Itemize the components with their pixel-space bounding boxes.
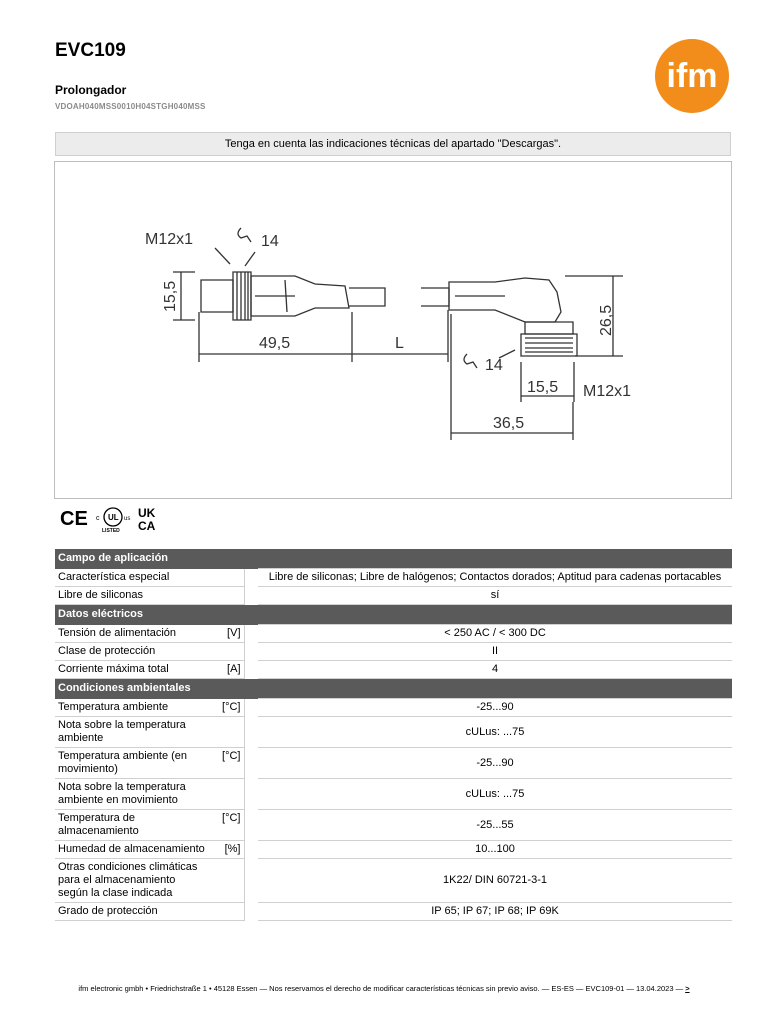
row-gap: [244, 841, 258, 859]
table-row: [55, 748, 732, 779]
left-wrench-label: 14: [261, 233, 279, 250]
table-row: [55, 859, 732, 903]
ifm-logo: [654, 38, 730, 114]
left-length-label: 49,5: [259, 335, 291, 352]
table-row: [55, 779, 732, 810]
row-value: < 250 AC / < 300 DC: [258, 625, 732, 643]
row-gap: [244, 748, 258, 779]
row-name: Nota sobre la temperatura ambiente: [55, 717, 210, 748]
left-diameter-label: 15,5: [162, 280, 179, 312]
row-unit: [210, 859, 244, 903]
product-code: VDOAH040MSS0010H04STGH040MSS: [55, 102, 206, 111]
row-unit: [°C]: [210, 748, 244, 779]
row-value: cULus: ...75: [258, 779, 732, 810]
row-unit: [210, 569, 244, 587]
table-row: [55, 903, 732, 921]
row-name: Temperatura ambiente: [55, 699, 210, 717]
ukca-bottom: CA: [138, 519, 156, 533]
row-value: 4: [258, 661, 732, 679]
row-unit: [210, 903, 244, 921]
row-gap: [244, 903, 258, 921]
logo-text: ifm: [666, 57, 718, 95]
row-name: Temperatura ambiente (en movimiento): [55, 748, 210, 779]
product-subtitle: Prolongador: [55, 83, 127, 97]
row-value: -25...90: [258, 699, 732, 717]
row-value: sí: [258, 587, 732, 605]
row-value: 1K22/ DIN 60721-3-1: [258, 859, 732, 903]
section-title: Campo de aplicación: [55, 549, 732, 569]
table-row: [55, 569, 732, 587]
row-unit: [%]: [210, 841, 244, 859]
row-unit: [°C]: [210, 699, 244, 717]
section-header: [55, 679, 732, 699]
cable-length-label: L: [395, 335, 404, 352]
row-value: II: [258, 643, 732, 661]
table-row: [55, 587, 732, 605]
ukca-top: UK: [138, 506, 156, 520]
angled-connector: [421, 278, 577, 356]
next-page-link[interactable]: >: [685, 984, 690, 993]
row-gap: [244, 717, 258, 748]
row-value: -25...90: [258, 748, 732, 779]
row-unit: [A]: [210, 661, 244, 679]
ul-us: us: [124, 516, 131, 522]
left-thread-label: M12x1: [145, 231, 194, 248]
row-gap: [244, 859, 258, 903]
section-header: [55, 549, 732, 569]
table-row: [55, 699, 732, 717]
ul-mark: UL: [108, 513, 119, 522]
certification-marks: [58, 505, 178, 533]
row-value: Libre de siliconas; Libre de halógenos; Contactos dorados; Aptitud para cadenas portacables: [258, 569, 732, 587]
row-unit: [V]: [210, 625, 244, 643]
row-name: Tensión de alimentación: [55, 625, 210, 643]
row-name: Temperatura de almacenamiento: [55, 810, 210, 841]
row-unit: [210, 779, 244, 810]
table-row: [55, 661, 732, 679]
row-gap: [244, 779, 258, 810]
table-row: [55, 810, 732, 841]
row-unit: [210, 643, 244, 661]
row-unit: [°C]: [210, 810, 244, 841]
row-value: cULus: ...75: [258, 717, 732, 748]
section-header: [55, 605, 732, 625]
right-wrench-label: 14: [485, 357, 503, 374]
row-name: Libre de siliconas: [55, 587, 210, 605]
footer-text: ifm electronic gmbh • Friedrichstraße 1 • 45128 Essen — Nos reservamos el derecho de modificar características técnicas sin previo aviso. — ES-ES — EVC109-01 — 13.04.2023 —: [78, 984, 684, 993]
row-name: Clase de protección: [55, 643, 210, 661]
page-title: EVC109: [55, 40, 126, 61]
row-gap: [244, 699, 258, 717]
row-name: Otras condiciones climáticas para el almacenamiento según la clase indicada: [55, 859, 210, 903]
section-title: Condiciones ambientales: [55, 679, 732, 699]
row-name: Nota sobre la temperatura ambiente en movimiento: [55, 779, 210, 810]
row-unit: [210, 587, 244, 605]
right-thread-label: M12x1: [583, 383, 632, 400]
row-gap: [244, 661, 258, 679]
table-row: [55, 717, 732, 748]
table-row: [55, 841, 732, 859]
right-height-label: 26,5: [598, 304, 615, 336]
technical-notice: Tenga en cuenta las indicaciones técnicas del apartado "Descargas".: [55, 132, 731, 156]
ce-mark: CE: [60, 508, 88, 530]
row-value: IP 65; IP 67; IP 68; IP 69K: [258, 903, 732, 921]
row-name: Humedad de almacenamiento: [55, 841, 210, 859]
row-value: -25...55: [258, 810, 732, 841]
row-gap: [244, 587, 258, 605]
ul-listed: LISTED: [102, 528, 120, 533]
row-name: Grado de protección: [55, 903, 210, 921]
table-row: [55, 643, 732, 661]
section-title: Datos eléctricos: [55, 605, 732, 625]
row-value: 10...100: [258, 841, 732, 859]
row-gap: [244, 643, 258, 661]
row-gap: [244, 810, 258, 841]
straight-connector: [201, 272, 385, 320]
row-name: Característica especial: [55, 569, 210, 587]
right-length-label: 36,5: [493, 415, 525, 432]
dimension-drawing: [54, 161, 732, 499]
row-gap: [244, 625, 258, 643]
table-row: [55, 625, 732, 643]
row-name: Corriente máxima total: [55, 661, 210, 679]
right-diameter-label: 15,5: [527, 379, 559, 396]
row-gap: [244, 569, 258, 587]
spec-table: [55, 549, 732, 921]
row-unit: [210, 717, 244, 748]
ul-c: c: [96, 515, 100, 522]
page-footer: [0, 984, 768, 993]
